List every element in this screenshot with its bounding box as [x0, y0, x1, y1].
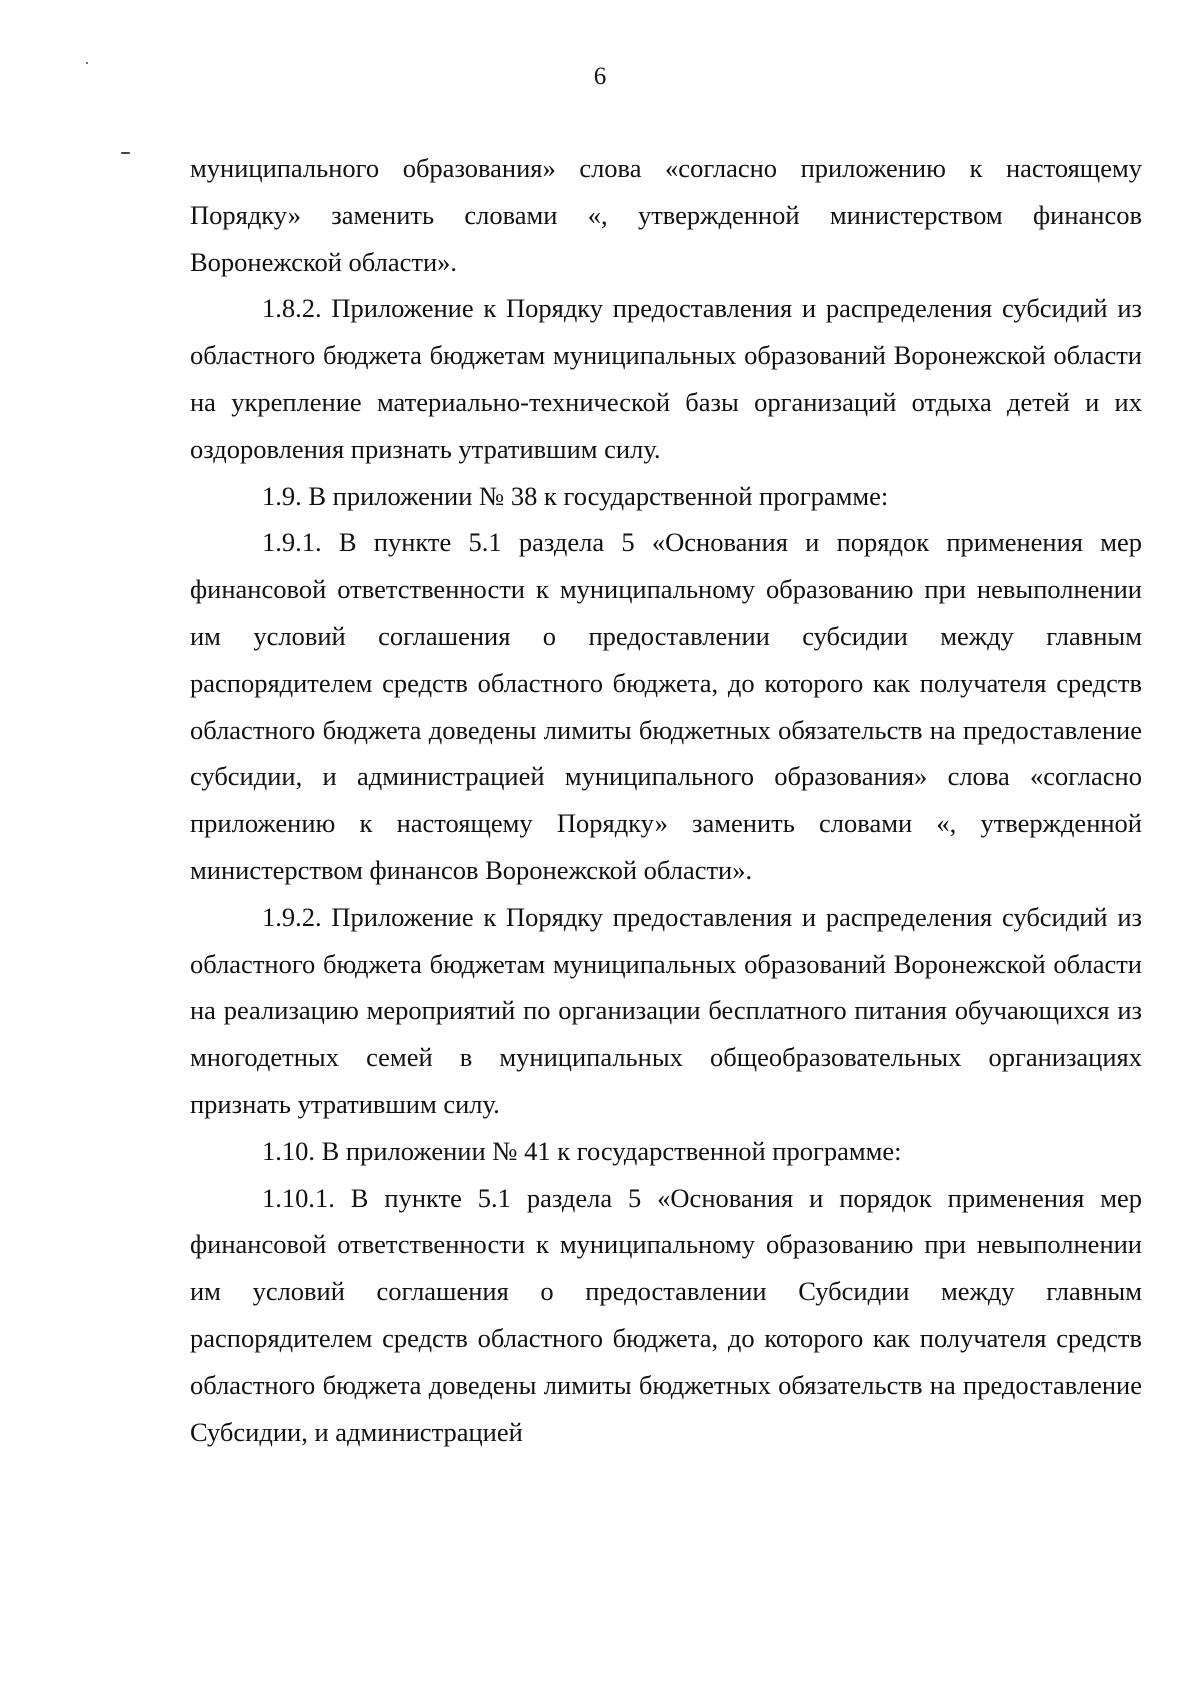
- paragraph-1-10-1: 1.10.1. В пункте 5.1 раздела 5 «Основания и порядок применения мер финансовой ответственности к муниципальному образованию при невыполнении им условий соглашения о предоставлении Субсидии между главным распорядителем средств областного бюджета, до которого как получателя средств областного бюджета доведены лимиты бюджетных обязательств на предоставление Субсидии, и администрацией: [190, 1182, 1142, 1447]
- document-body: [190, 145, 1142, 1455]
- paragraph-continuation: муниципального образования» слова «согласно приложению к настоящему Порядку» заменить словами «, утвержденной министерством финансов Воронежской области».: [190, 153, 1142, 277]
- paragraph-1-9-1: 1.9.1. В пункте 5.1 раздела 5 «Основания и порядок применения мер финансовой ответственности к муниципальному образованию при невыполнении им условий соглашения о предоставлении субсидии между главным распорядителем средств областного бюджета, до которого как получателя средств областного бюджета доведены лимиты бюджетных обязательств на предоставление субсидии, и администрацией муниципального образования» слова «согласно приложению к настоящему Порядку» заменить словами «, утвержденной министерством финансов Воронежской области».: [190, 527, 1142, 885]
- scan-speck-top-left: [86, 62, 88, 64]
- scan-dash-left: [121, 152, 130, 154]
- paragraph-1-10: 1.10. В приложении № 41 к государственной программе:: [262, 1135, 902, 1166]
- paragraph-1-9: 1.9. В приложении № 38 к государственной программе:: [262, 480, 889, 511]
- paragraph-1-9-2: 1.9.2. Приложение к Порядку предоставления и распределения субсидий из областного бюджета бюджетам муниципальных образований Воронежской области на реализацию мероприятий по организации бесплатного питания обучающихся из многодетных семей в муниципальных общеобразовательных организациях признать утратившим силу.: [190, 901, 1142, 1119]
- paragraph-1-8-2: 1.8.2. Приложение к Порядку предоставления и распределения субсидий из областного бюджета бюджетам муниципальных образований Воронежской области на укрепление материально-технической базы организаций отдыха детей и их оздоровления признать утратившим силу.: [190, 293, 1142, 464]
- page-number: 6: [593, 63, 607, 90]
